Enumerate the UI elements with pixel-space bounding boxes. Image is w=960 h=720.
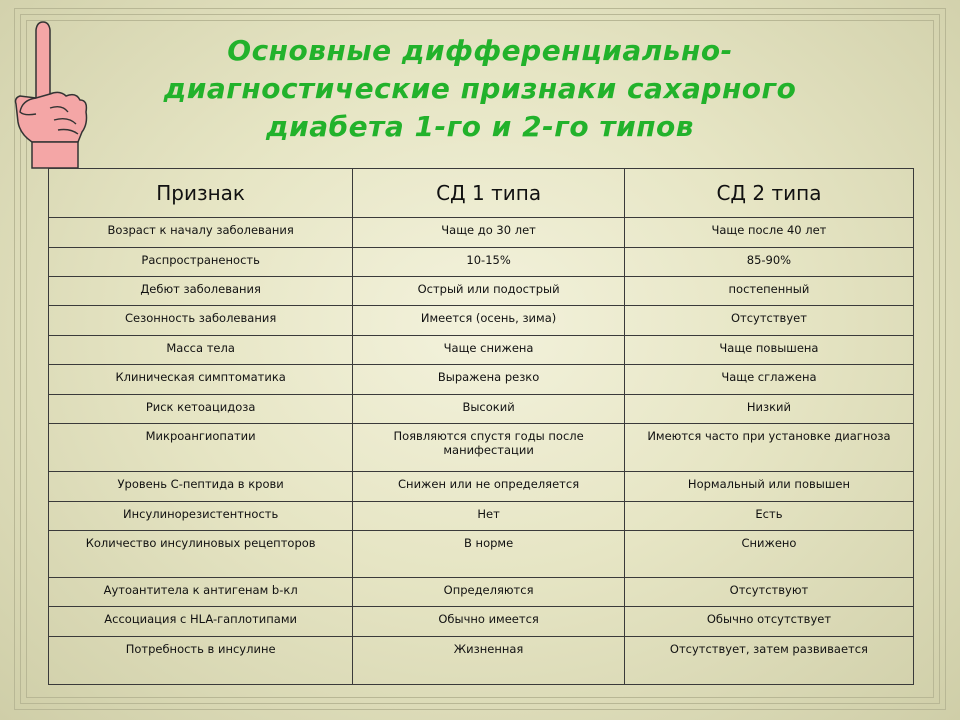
cell-type1: Высокий	[353, 395, 625, 424]
cell-feature: Риск кетоацидоза	[49, 395, 353, 424]
cell-feature: Клиническая симптоматика	[49, 365, 353, 395]
cell-feature: Микроангиопатии	[49, 424, 353, 472]
table-row	[49, 365, 914, 395]
cell-type1: Обычно имеется	[353, 607, 625, 637]
header-type1: СД 1 типа	[353, 169, 625, 218]
cell-feature: Количество инсулиновых рецепторов	[49, 531, 353, 578]
cell-type2: Обычно отсутствует	[624, 607, 913, 637]
cell-type2: Отсутствует, затем развивается	[624, 637, 913, 685]
cell-feature: Масса тела	[49, 336, 353, 365]
cell-feature: Аутоантитела к антигенам b-кл	[49, 578, 353, 607]
cell-type2: Имеются часто при установке диагноза	[624, 424, 913, 472]
cell-type1: Определяются	[353, 578, 625, 607]
table-row	[49, 277, 914, 306]
cell-type2: постепенный	[624, 277, 913, 306]
cell-type1: Нет	[353, 502, 625, 531]
cell-feature: Уровень С-пептида в крови	[49, 472, 353, 502]
table-row	[49, 607, 914, 637]
table-row	[49, 531, 914, 578]
cell-feature: Потребность в инсулине	[49, 637, 353, 685]
cell-feature: Распространеность	[49, 248, 353, 277]
cell-type2: Чаще после 40 лет	[624, 218, 913, 248]
cell-feature: Инсулинорезистентность	[49, 502, 353, 531]
table-row	[49, 336, 914, 365]
cell-type1: Чаще до 30 лет	[353, 218, 625, 248]
cell-type2: Отсутствует	[624, 306, 913, 336]
cell-type1: Имеется (осень, зима)	[353, 306, 625, 336]
comparison-table	[48, 168, 914, 685]
header-feature: Признак	[49, 169, 353, 218]
cell-type2: Низкий	[624, 395, 913, 424]
cell-type1: Острый или подострый	[353, 277, 625, 306]
cell-type1: Снижен или не определяется	[353, 472, 625, 502]
table-row	[49, 218, 914, 248]
cell-type1: Появляются спустя годы после манифестации	[353, 424, 625, 472]
cell-feature: Ассоциация с HLA-гаплотипами	[49, 607, 353, 637]
header-type2: СД 2 типа	[624, 169, 913, 218]
cell-type1: Чаще снижена	[353, 336, 625, 365]
cell-type2: Есть	[624, 502, 913, 531]
cell-type1: 10-15%	[353, 248, 625, 277]
table-row	[49, 637, 914, 685]
cell-type2: Чаще повышена	[624, 336, 913, 365]
table-row	[49, 502, 914, 531]
table-row	[49, 424, 914, 472]
cell-type1: Выражена резко	[353, 365, 625, 395]
table-row	[49, 578, 914, 607]
table-row	[49, 395, 914, 424]
cell-type2: Нормальный или повышен	[624, 472, 913, 502]
table-header-row	[49, 169, 914, 218]
table-row	[49, 306, 914, 336]
cell-type2: Отсутствуют	[624, 578, 913, 607]
table-row	[49, 472, 914, 502]
pointing-hand-icon	[6, 16, 94, 176]
slide-title: Основные дифференциально- диагностические признаки сахарного диабета 1-го и 2-го типов	[163, 34, 797, 143]
cell-type2: Снижено	[624, 531, 913, 578]
cell-type2: 85-90%	[624, 248, 913, 277]
cell-feature: Сезонность заболевания	[49, 306, 353, 336]
cell-type2: Чаще сглажена	[624, 365, 913, 395]
cell-type1: Жизненная	[353, 637, 625, 685]
cell-type1: В норме	[353, 531, 625, 578]
cell-feature: Дебют заболевания	[49, 277, 353, 306]
cell-feature: Возраст к началу заболевания	[49, 218, 353, 248]
table-row	[49, 248, 914, 277]
